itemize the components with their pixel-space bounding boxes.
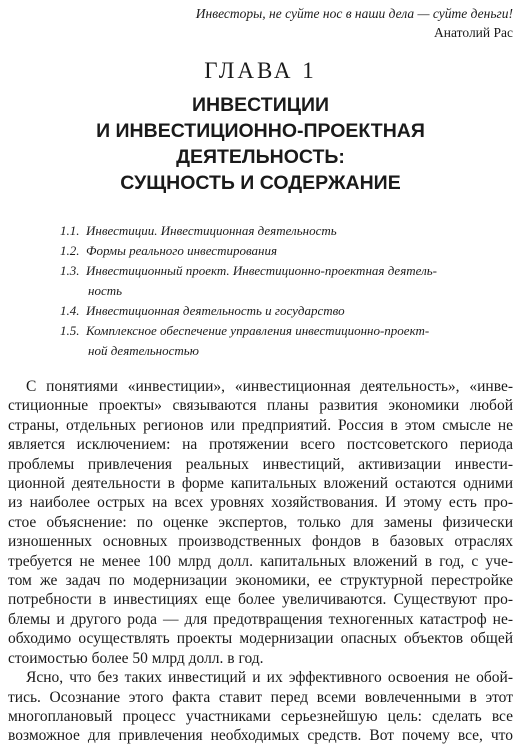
- text-line: является исключением: на протяжении всего постсоветского периода: [8, 436, 513, 454]
- contents-item-title-continued: ность: [88, 283, 123, 298]
- text-line: многоплановый процесс участниками серьезнейшую цель: сделать все: [8, 707, 513, 725]
- body-text: [8, 377, 513, 746]
- chapter-title: [20, 92, 501, 196]
- text-line: С понятиями «инвестиции», «инвестиционная деятельность», «инве-: [26, 378, 513, 395]
- text-line: Ясно, что без таких инвестиций и их эффективного освоения не обой-: [26, 669, 513, 687]
- text-line: страны, отдельных регионов или предприятий. Россия в этом смысле не: [8, 416, 513, 434]
- chapter-label: ГЛАВА 1: [204, 58, 317, 83]
- text-line: тись. Осознание этого факта ставит перед всеми вовлеченными в этот: [8, 688, 513, 706]
- chapter-title-line: ДЕЯТЕЛЬНОСТЬ:: [176, 146, 345, 168]
- contents-item-title: Формы реального инвестирования: [86, 243, 278, 258]
- contents-item-title: Инвестиции. Инвестиционная деятельность: [86, 223, 337, 238]
- contents-item-number: 1.2.: [60, 243, 80, 258]
- text-line: стиционные проекты» связываются планы развития экономики любой: [8, 397, 513, 415]
- text-line: блемы и другого рода — для предотвращения техногенных катастроф не-: [8, 610, 513, 628]
- contents-item-title: Инвестиционный проект. Инвестиционно-проектная деятель-: [86, 263, 437, 278]
- contents-item-number: 1.5.: [60, 323, 80, 338]
- contents-item: [60, 261, 490, 301]
- text-line: возможное для привлечения необходимых средств. Вот почему все, что: [8, 727, 513, 745]
- text-line: потребности в инвестициях еще более увеличиваются. Существуют про-: [8, 591, 513, 609]
- text-line: проблемы привлечения реальных инвестиций, активизации инвести-: [8, 455, 513, 473]
- chapter-contents: [60, 221, 490, 361]
- epigraph-quote: Инвесторы, не суйте нос в наши дела — суйте деньги!: [195, 6, 513, 21]
- contents-item-title-continued: ной деятельностью: [88, 343, 199, 358]
- contents-item-title: Комплексное обеспечение управления инвестиционно-проект-: [86, 323, 430, 338]
- contents-item: [60, 301, 490, 321]
- chapter-title-line: СУЩНОСТЬ И СОДЕРЖАНИЕ: [120, 172, 401, 194]
- contents-item-number: 1.1.: [60, 223, 80, 238]
- contents-item-number: 1.4.: [60, 303, 80, 318]
- chapter-title-line: И ИНВЕСТИЦИОННО-ПРОЕКТНАЯ: [96, 120, 425, 142]
- contents-item-title: Инвестиционная деятельность и государство: [86, 303, 345, 318]
- text-line: требуется не менее 100 млрд долл. капитальных вложений в год, с уче-: [8, 552, 513, 570]
- epigraph: [196, 4, 513, 42]
- contents-item-number: 1.3.: [60, 263, 80, 278]
- paragraph: [8, 668, 513, 746]
- text-line: стоимостью более 50 млрд долл. в год.: [8, 649, 264, 667]
- text-line: изношенных основных производственных фондов в базовых отраслях: [8, 533, 513, 551]
- text-line: стое объяснение: по оценке экспертов, только для замены физически: [8, 513, 513, 531]
- contents-item: [60, 321, 490, 361]
- paragraph: [8, 377, 513, 668]
- chapter-title-line: ИНВЕСТИЦИИ: [192, 94, 329, 116]
- text-line: ционной деятельности в форме капитальных вложений остаются одними: [8, 475, 513, 493]
- text-line: том же задач по модернизации экономики, ее структурной перестройке: [8, 572, 513, 590]
- epigraph-author: Анатолий Рас: [434, 25, 513, 40]
- text-line: из наиболее острых на всех уровнях хозяйствования. И этому есть про-: [8, 494, 513, 512]
- contents-item: [60, 221, 490, 241]
- text-line: обходимо осуществлять проекты модернизации опасных объектов общей: [8, 630, 513, 648]
- contents-item: [60, 241, 490, 261]
